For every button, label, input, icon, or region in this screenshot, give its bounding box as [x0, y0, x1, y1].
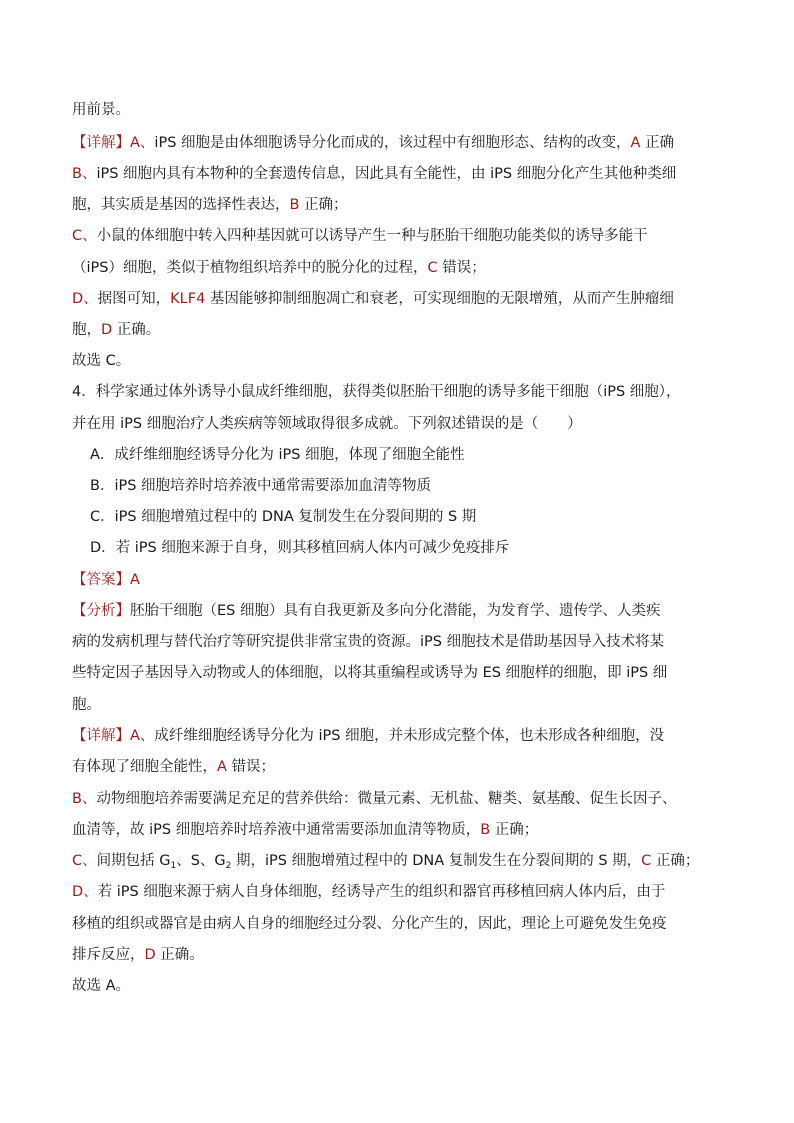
- label-text: A: [630, 135, 641, 151]
- text-segment: A．成纤维细胞经诱导分化为 iPS 细胞，体现了细胞全能性: [90, 447, 465, 463]
- text-segment: 基因能够抑制细胞凋亡和衰老，可实现细胞的无限增殖，从而产生肿瘤细: [205, 291, 674, 307]
- text-segment: 有体现了细胞全能性，: [72, 759, 217, 775]
- label-text: C: [427, 260, 438, 276]
- label-text: 【分析】: [72, 603, 130, 619]
- subscript: 1: [170, 861, 177, 871]
- analysis-line: [72, 663, 738, 683]
- label-text: B、: [72, 166, 97, 182]
- text-segment: 故选 A。: [72, 978, 131, 994]
- label-text: C、: [72, 228, 97, 244]
- question-line: [72, 414, 738, 434]
- text-segment: 些特定因子基因导入动物或人的体细胞，以将其重编程或诱导为 ES 细胞样的细胞，即 iPS 细: [72, 665, 668, 681]
- text-segment: B．iPS 细胞培养时培养液中通常需要添加血清等物质: [90, 478, 432, 494]
- label-text: B: [480, 822, 491, 838]
- text-segment: 胚胎干细胞（ES 细胞）具有自我更新及多向分化潜能，为发育学、遗传学、人类疾: [130, 603, 661, 619]
- explanation-line: [72, 851, 738, 871]
- text-segment: 动物细胞培养需要满足充足的营养供给：微量元素、无机盐、糖类、氨基酸、促生长因子、: [96, 791, 677, 807]
- text-segment: 期，iPS 细胞增殖过程中的 DNA 复制发生在分裂间期的 S 期，: [231, 853, 642, 869]
- text-segment: 胞。: [72, 697, 101, 713]
- label-text: D: [144, 947, 156, 963]
- text-segment: 病的发病机理与替代治疗等研究提供非常宝贵的资源。iPS 细胞技术是借助基因导入技术将某: [72, 634, 665, 650]
- text-segment: 移植的组织或器官是由病人自身的细胞经过分裂、分化产生的，因此，理论上可避免发生免疫: [72, 916, 667, 932]
- label-text: A: [130, 572, 140, 588]
- label-text: 【详解】: [72, 135, 130, 151]
- text-segment: 正确；: [299, 197, 348, 213]
- text-segment: 错误；: [226, 759, 276, 775]
- explanation-line: [72, 882, 738, 902]
- text-segment: 4．科学家通过体外诱导小鼠成纤维细胞，获得类似胚胎干细胞的诱导多能干细胞（iPS 细胞），: [72, 384, 681, 400]
- explanation-line: [72, 726, 738, 746]
- label-text: A、: [130, 728, 155, 744]
- text-segment: 成纤维细胞经诱导分化为 iPS 细胞，并未形成完整个体，也未形成各种细胞，没: [154, 728, 665, 744]
- label-text: D、: [72, 884, 98, 900]
- text-segment: （iPS）细胞，类似于植物组织培养中的脱分化的过程，: [72, 260, 428, 276]
- text-segment: 并在用 iPS 细胞治疗人类疾病等领域取得很多成就。下列叙述错误的是（ ）: [72, 416, 582, 432]
- text-segment: 正确。: [112, 322, 161, 338]
- text-segment: 故选 C。: [72, 353, 131, 369]
- conclusion-line: [72, 976, 738, 996]
- text-segment: iPS 细胞内具有本物种的全套遗传信息，因此具有全能性，由 iPS 细胞分化产生其他种类细: [96, 166, 677, 182]
- text-segment: 正确: [640, 135, 675, 151]
- analysis-line: [72, 632, 738, 652]
- explanation-line: [72, 164, 738, 184]
- text-segment: 若 iPS 细胞来源于病人自身体细胞，经诱导产生的组织和器官再移植回病人体内后，由于: [97, 884, 666, 900]
- label-text: 【详解】: [72, 728, 130, 744]
- label-text: B、: [72, 791, 97, 807]
- label-text: A、: [130, 135, 155, 151]
- explanation-line: [72, 133, 738, 153]
- text-segment: 据图可知，: [97, 291, 171, 307]
- explanation-line: [72, 258, 738, 278]
- text-line: [72, 100, 738, 120]
- option-a: [90, 445, 738, 465]
- label-text: C: [641, 853, 652, 869]
- text-segment: D．若 iPS 细胞来源于自身，则其移植回病人体内可减少免疫排斥: [90, 540, 510, 556]
- analysis-line: [72, 695, 738, 715]
- explanation-line: [72, 789, 738, 809]
- text-segment: 错误；: [437, 260, 486, 276]
- label-text: C、: [72, 853, 97, 869]
- text-segment: 正确。: [155, 947, 204, 963]
- text-segment: 、S、G: [176, 853, 226, 869]
- text-segment: 正确；: [651, 853, 700, 869]
- label-text: D: [101, 322, 113, 338]
- explanation-line: [72, 914, 738, 934]
- text-segment: 正确；: [490, 822, 539, 838]
- explanation-line: [72, 945, 738, 965]
- label-text: 【答案】: [72, 572, 130, 588]
- text-segment: 胞，: [72, 322, 101, 338]
- text-segment: 用前景。: [72, 102, 130, 118]
- label-text: D、: [72, 291, 98, 307]
- text-segment: C．iPS 细胞增殖过程中的 DNA 复制发生在分裂间期的 S 期: [90, 509, 477, 525]
- text-segment: 小鼠的体细胞中转入四种基因就可以诱导产生一种与胚胎干细胞功能类似的诱导多能干: [96, 228, 648, 244]
- explanation-line: [72, 320, 738, 340]
- label-text: A: [217, 759, 227, 775]
- conclusion-line: [72, 351, 738, 371]
- explanation-line: [72, 289, 738, 309]
- text-segment: 间期包括 G: [96, 853, 171, 869]
- explanation-line: [72, 195, 738, 215]
- option-d: [90, 538, 738, 558]
- option-c: [90, 507, 738, 527]
- label-text: B: [289, 197, 300, 213]
- text-segment: 血清等，故 iPS 细胞培养时培养液中通常需要添加血清等物质，: [72, 822, 481, 838]
- explanation-line: [72, 226, 738, 246]
- subscript: 2: [225, 861, 232, 871]
- analysis-line: [72, 601, 738, 621]
- label-text: KLF4: [170, 291, 206, 307]
- text-segment: 胞，其实质是基因的选择性表达，: [72, 197, 290, 213]
- option-b: [90, 476, 738, 496]
- text-segment: iPS 细胞是由体细胞诱导分化而成的，该过程中有细胞形态、结构的改变，: [154, 135, 631, 151]
- question-line: [72, 382, 738, 402]
- explanation-line: [72, 757, 738, 777]
- answer-line: [72, 570, 738, 590]
- text-segment: 排斥反应，: [72, 947, 145, 963]
- explanation-line: [72, 820, 738, 840]
